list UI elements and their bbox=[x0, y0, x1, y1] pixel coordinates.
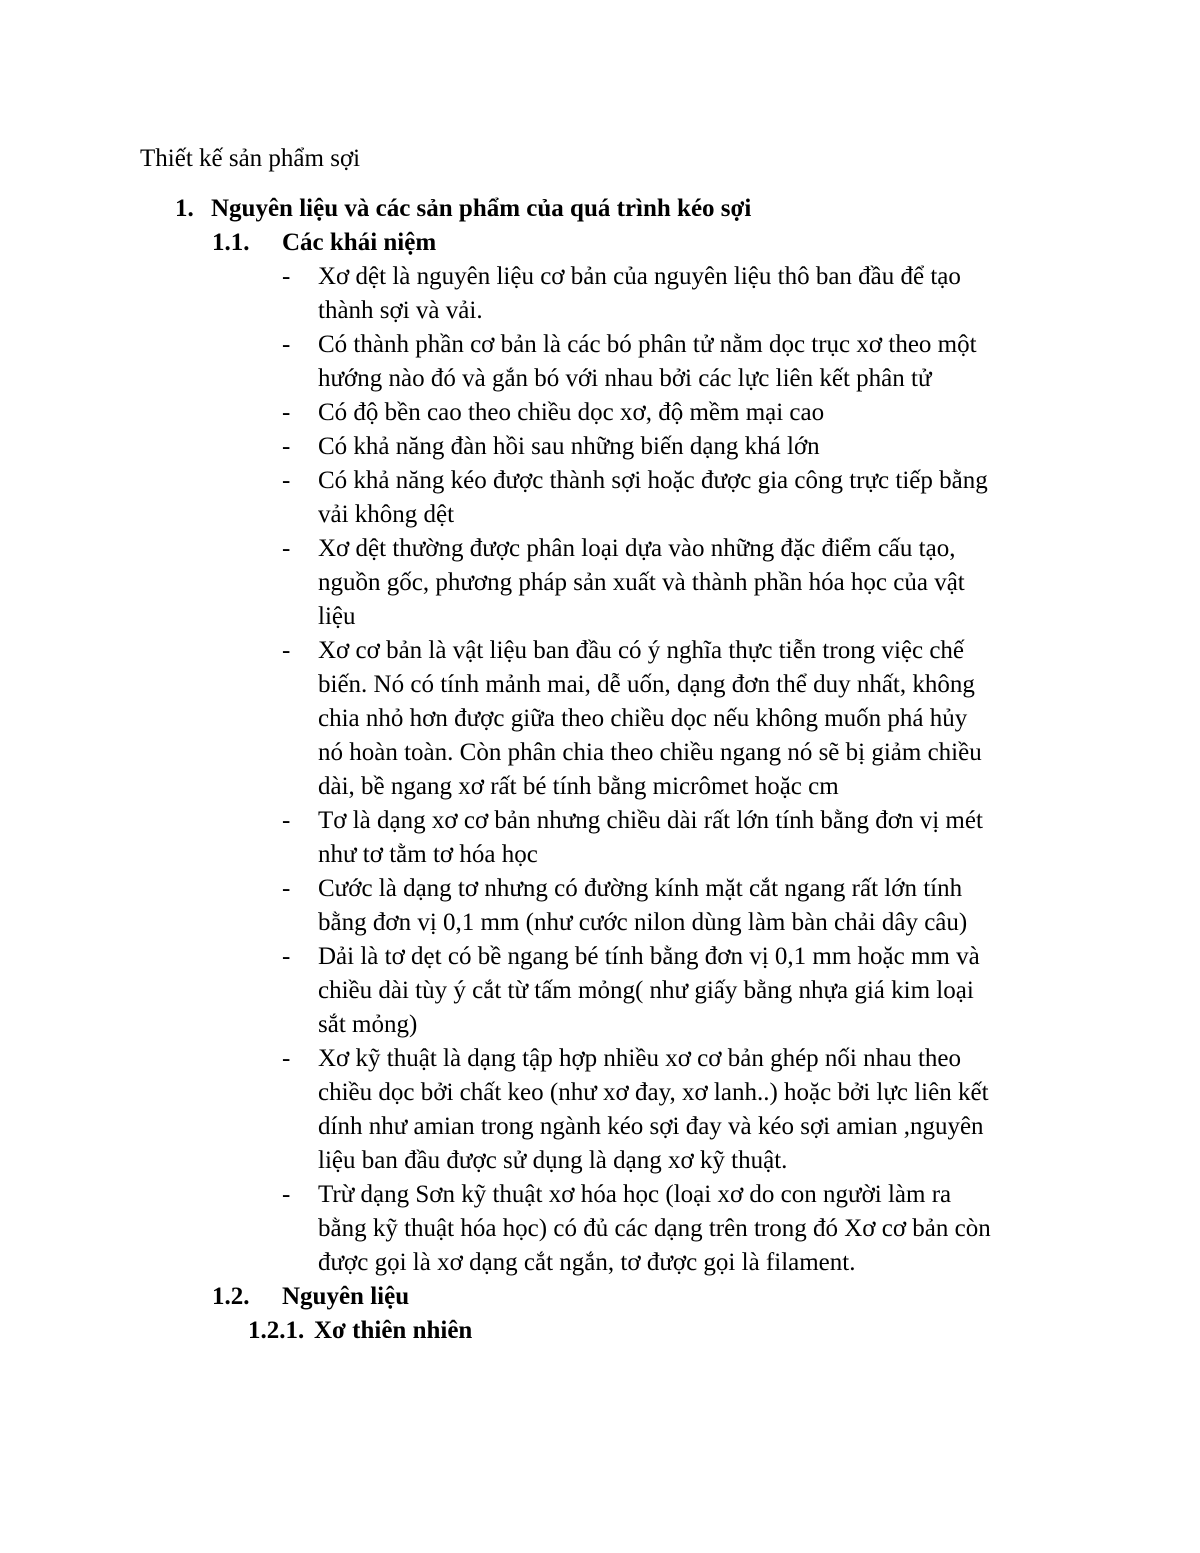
document-title: Thiết kế sản phẩm sợi bbox=[140, 145, 361, 172]
bullet-text: Xơ dệt thường được phân loại dựa vào những đặc điểm cấu tạo, nguồn gốc, phương pháp sản xuất và thành phần hóa học của vật liệu bbox=[318, 535, 965, 630]
bullet-text: Có khả năng đàn hồi sau những biến dạng khá lớn bbox=[318, 433, 820, 460]
bullet-text: Xơ cơ bản là vật liệu ban đầu có ý nghĩa thực tiễn trong việc chế biến. Nó có tính mảnh mai, dễ uốn, dạng đơn thể duy nhất, không chia nhỏ hơn được giữa theo chiều dọc nếu không muốn phá hủy nó hoàn toàn. Còn phân chia theo chiều ngang nó sẽ bị giảm chiều dài, bề ngang xơ rất bé tính bằng micrômet hoặc cm bbox=[318, 637, 982, 800]
list-item bbox=[282, 1042, 1072, 1178]
heading-number: 1.2.1. bbox=[248, 1317, 305, 1344]
bullet-text: Cước là dạng tơ nhưng có đường kính mặt cắt ngang rất lớn tính bằng đơn vị 0,1 mm (như cước nilon dùng làm bàn chải dây câu) bbox=[318, 875, 968, 936]
bullet-text: Tơ là dạng xơ cơ bản nhưng chiều dài rất lớn tính bằng đơn vị mét như tơ tằm tơ hóa học bbox=[318, 807, 983, 868]
bullet-dash: - bbox=[282, 263, 291, 290]
concept-bullet-list bbox=[282, 260, 1072, 1280]
heading-section-1 bbox=[175, 192, 751, 226]
bullet-text: Có thành phần cơ bản là các bó phân tử nằm dọc trục xơ theo một hướng nào đó và gắn bó với nhau bởi các lực liên kết phân tử bbox=[318, 331, 977, 392]
bullet-text: Xơ dệt là nguyên liệu cơ bản của nguyên liệu thô ban đầu để tạo thành sợi và vải. bbox=[318, 263, 961, 324]
bullet-dash: - bbox=[282, 399, 291, 426]
heading-text: Xơ thiên nhiên bbox=[314, 1317, 473, 1344]
bullet-text: Có độ bền cao theo chiều dọc xơ, độ mềm mại cao bbox=[318, 399, 825, 426]
list-item bbox=[282, 634, 1072, 804]
list-item bbox=[282, 396, 1072, 430]
bullet-dash: - bbox=[282, 637, 291, 664]
list-item bbox=[282, 804, 1072, 872]
bullet-dash: - bbox=[282, 807, 291, 834]
heading-text: Nguyên liệu và các sản phẩm của quá trình kéo sợi bbox=[211, 195, 752, 222]
list-item bbox=[282, 532, 1072, 634]
list-item bbox=[282, 260, 1072, 328]
list-item bbox=[282, 430, 1072, 464]
bullet-text: Dải là tơ dẹt có bề ngang bé tính bằng đơn vị 0,1 mm hoặc mm và chiều dài tùy ý cắt từ tấm mỏng( như giấy bằng nhựa giá kim loại sắt mỏng) bbox=[318, 943, 980, 1038]
bullet-text: Trừ dạng Sơn kỹ thuật xơ hóa học (loại xơ do con người làm ra bằng kỹ thuật hóa học) có đủ các dạng trên trong đó Xơ cơ bản còn được gọi là xơ dạng cắt ngắn, tơ được gọi là filament. bbox=[318, 1181, 991, 1276]
list-item bbox=[282, 464, 1072, 532]
bullet-dash: - bbox=[282, 535, 291, 562]
heading-number: 1.2. bbox=[212, 1283, 250, 1310]
list-item bbox=[282, 940, 1072, 1042]
heading-number: 1. bbox=[175, 195, 194, 222]
bullet-dash: - bbox=[282, 1045, 291, 1072]
bullet-dash: - bbox=[282, 875, 291, 902]
bullet-text: Có khả năng kéo được thành sợi hoặc được gia công trực tiếp bằng vải không dệt bbox=[318, 467, 988, 528]
heading-section-1-2 bbox=[212, 1280, 409, 1314]
heading-text: Các khái niệm bbox=[282, 229, 437, 256]
bullet-dash: - bbox=[282, 943, 291, 970]
heading-section-1-1 bbox=[212, 226, 436, 260]
bullet-dash: - bbox=[282, 331, 291, 358]
bullet-dash: - bbox=[282, 433, 291, 460]
bullet-dash: - bbox=[282, 1181, 291, 1208]
heading-section-1-2-1 bbox=[248, 1314, 472, 1348]
list-item bbox=[282, 328, 1072, 396]
list-item bbox=[282, 1178, 1072, 1280]
bullet-dash: - bbox=[282, 467, 291, 494]
list-item bbox=[282, 872, 1072, 940]
bullet-text: Xơ kỹ thuật là dạng tập hợp nhiều xơ cơ bản ghép nối nhau theo chiều dọc bởi chất keo (như xơ đay, xơ lanh..) hoặc bởi lực liên kết dính như amian trong ngành kéo sợi đay và kéo sợi amian ,nguyên liệu ban đầu được sử dụng là dạng xơ kỹ thuật. bbox=[318, 1045, 989, 1174]
heading-number: 1.1. bbox=[212, 229, 250, 256]
heading-text: Nguyên liệu bbox=[282, 1283, 410, 1310]
